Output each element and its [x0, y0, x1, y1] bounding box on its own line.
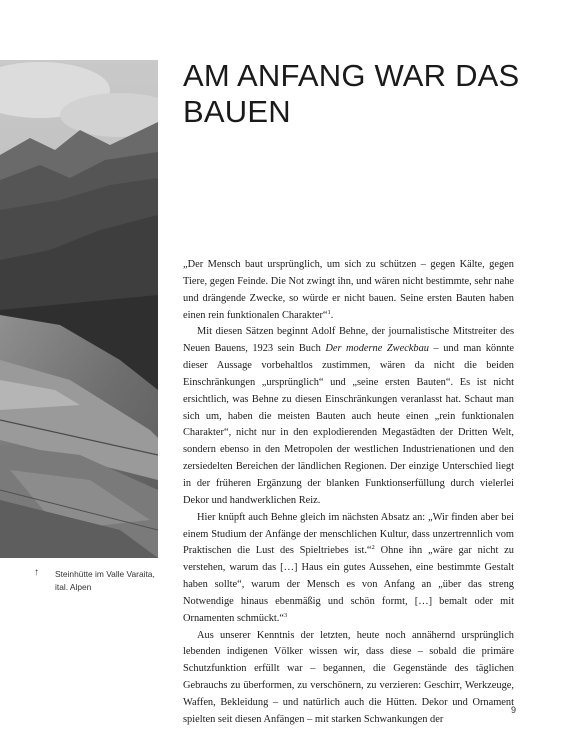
text-segment: Mit diesen Sätzen beginnt Adolf Behne, der journalistische Mitstreiter des Neuen Bauens, 1923 sein Buch	[183, 326, 514, 355]
footnote-ref: 1	[327, 308, 331, 316]
text-segment: .	[330, 309, 334, 321]
text-segment: Ohne ihn „wäre gar nicht zu verstehen, warum das […] Haus ein gutes Aussehen, eine bestimmte Gestalt haben sollte“, warum der Mensch es von Anfang an „über das streng Notwendige hinaus ebenmäßig und schön formt, […] bemalt oder mit Ornamenten schmückt.“	[183, 545, 514, 624]
text-segment: Hier knüpft auch Behne gleich im nächsten Absatz an: „Wir finden aber bei einem Studium der Anfänge der menschlichen Kultur, dass unzertrennlich vom Praktischen die Lust des Spieltriebes ist.“	[183, 511, 514, 557]
photo-caption	[34, 568, 162, 593]
text-segment: „Der Mensch baut ursprünglich, um sich zu schützen – gegen Kälte, gegen Tiere, gegen Feinde. Die Not zwingt ihn, und wären nicht bestimmte, sehr nahe und drängende Zwecke, so würde er nicht bauen. Seine ersten Bauten haben einen rein funktionalen Charakter“	[183, 259, 514, 321]
caption-text: Steinhütte im Valle Varaita, ital. Alpen	[55, 569, 155, 592]
paragraph	[183, 628, 514, 729]
footnote-ref: 3	[283, 611, 288, 619]
paragraph	[183, 324, 514, 509]
text-segment: Aus unserer Kenntnis der letzten, heute noch annähernd ursprünglich lebenden indigenen Völker wissen wir, dass diese – sobald die primäre Schutzfunktion erfüllt war – begannen, die Gegenstände des täglichen Gebrauchs zu überformen, zu verschönern, zu verzieren: Geschirr, Werkzeuge, Waffen, Bekleidung – und natürlich auch die Hütten. Dekor und Ornament spielten seit diesen Anfängen – mit starken Schwankungen der	[183, 629, 514, 725]
body-text	[183, 257, 514, 729]
chapter-title: AM ANFANG WAR DAS BAUEN	[183, 58, 520, 129]
text-segment: – und man könnte dieser Aussage vorbehaltlos zustimmen, wären da nicht die beiden Einschränkungen „ursprünglich“ und „seine ersten Bauten“. Es ist nicht ersichtlich, was Behne zu diesen Einschränkungen veranlasst hat. Schaut man sich um, haben die meisten Bauten auch heute einen „rein funktionalen Charakter“, nicht nur in den explodierenden Megastädten der Dritten Welt, sondern ebenso in den Metropolen der westlichen Industrienationen und den zersiedelten Bereichen der ländlichen Regionen. Der einzige Unterschied liegt in der früheren Ergänzung der blanken Funktionserfüllung durch vielerlei Dekor und handwerklichen Reiz.	[183, 343, 515, 506]
paragraph	[183, 510, 514, 628]
page-number: 9	[510, 705, 516, 715]
mountain-photo	[0, 60, 158, 558]
arrow-up-icon: ↑	[34, 567, 39, 578]
footnote-ref: 2	[371, 544, 375, 552]
paragraph	[183, 257, 514, 324]
book-title: Der moderne Zweckbau	[325, 343, 430, 355]
